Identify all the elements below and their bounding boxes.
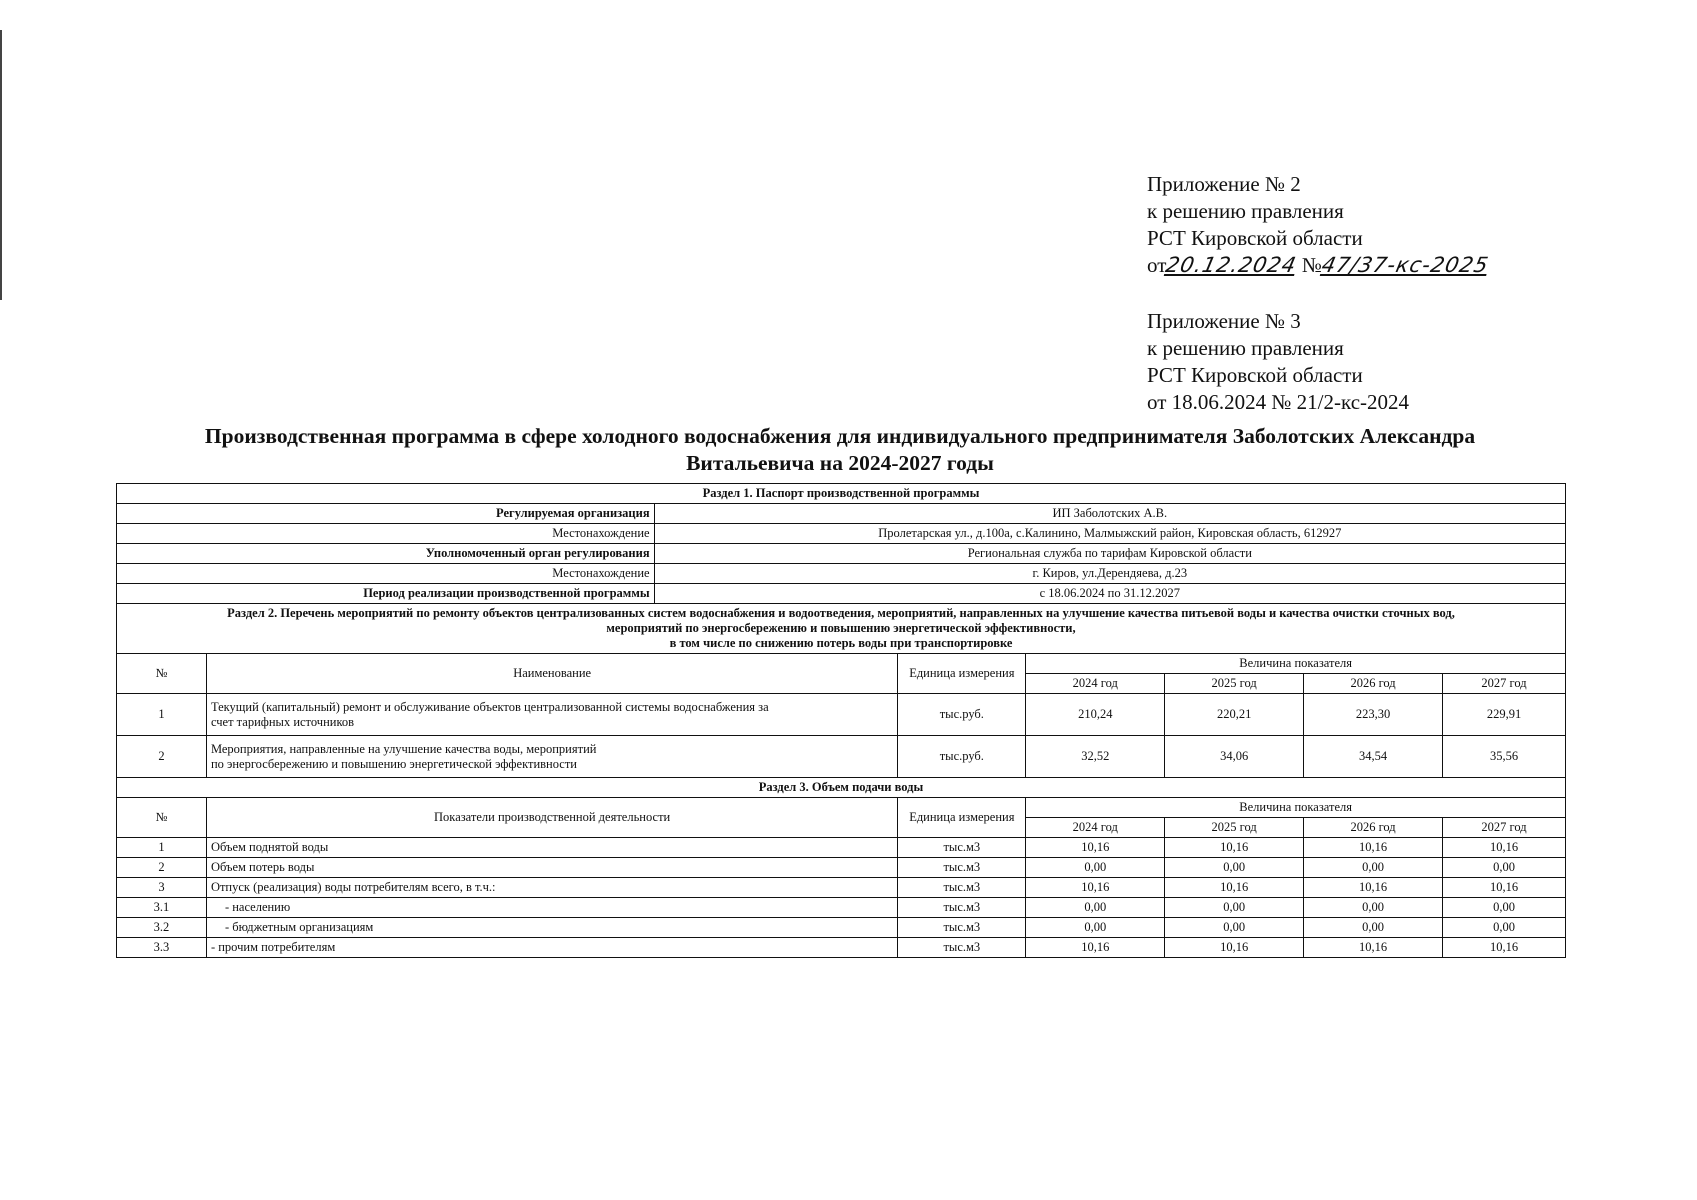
section-1-heading-row <box>117 484 1566 504</box>
measure-name-line-1: Мероприятия, направленные на улучшение качества воды, мероприятий <box>210 741 597 756</box>
unit-cell: тыс.м3 <box>898 838 1026 858</box>
row-number: 1 <box>117 838 207 858</box>
section-2-heading-row <box>117 604 1566 654</box>
indicator-name: Объем поднятой воды <box>206 838 897 858</box>
column-header-name: Наименование <box>206 654 897 694</box>
unit-cell: тыс.руб. <box>898 694 1026 736</box>
value-cell: 10,16 <box>1443 878 1566 898</box>
row-number: 3 <box>117 878 207 898</box>
year-header: 2026 год <box>1304 674 1443 694</box>
date-prefix: от <box>1147 253 1167 277</box>
value-cell: 220,21 <box>1165 694 1304 736</box>
document-title <box>110 423 1570 477</box>
section-3-heading: Раздел 3. Объем подачи воды <box>117 778 1566 798</box>
value-cell: 0,00 <box>1304 858 1443 878</box>
scan-edge-artifact <box>0 30 2 300</box>
indicator-name: - населению <box>206 898 897 918</box>
section-2-heading <box>117 604 1566 654</box>
value-cell: 10,16 <box>1026 838 1165 858</box>
value-cell: 32,52 <box>1026 736 1165 778</box>
section-2-heading-line-2: мероприятий по энергосбережению и повышению энергетической эффективности, <box>606 621 1076 635</box>
value-cell: 0,00 <box>1026 858 1165 878</box>
value-cell: 34,06 <box>1165 736 1304 778</box>
section-1-heading: Раздел 1. Паспорт производственной программы <box>117 484 1566 504</box>
value-cell: 10,16 <box>1165 838 1304 858</box>
unit-cell: тыс.м3 <box>898 878 1026 898</box>
row-number: 2 <box>117 736 207 778</box>
value-cell: 10,16 <box>1165 878 1304 898</box>
year-header: 2026 год <box>1304 818 1443 838</box>
value-cell: 0,00 <box>1165 858 1304 878</box>
year-header: 2025 год <box>1165 818 1304 838</box>
row-number: 3.2 <box>117 918 207 938</box>
column-header-indicator: Показатели производственной деятельности <box>206 798 897 838</box>
volume-row <box>117 858 1566 878</box>
passport-label: Местонахождение <box>117 524 655 544</box>
row-number: 3.1 <box>117 898 207 918</box>
value-cell: 10,16 <box>1026 878 1165 898</box>
passport-value: г. Киров, ул.Дерендяева, д.23 <box>654 564 1565 584</box>
volume-row <box>117 838 1566 858</box>
title-line-2: Витальевича на 2024-2027 годы <box>686 451 994 475</box>
value-cell: 0,00 <box>1443 858 1566 878</box>
appendix-date-line: от 18.06.2024 № 21/2-кс-2024 <box>1147 390 1410 414</box>
value-cell: 10,16 <box>1443 938 1566 958</box>
measure-name <box>206 736 897 778</box>
appendix-decision-line: к решению правления <box>1147 336 1344 360</box>
section-2-heading-line-1: Раздел 2. Перечень мероприятий по ремонту объектов централизованных систем водоснабжения и водоотведения, мероприятий, направленных на улучшение качества питьевой воды и качества очистки сточных вод, <box>227 606 1455 620</box>
appendix-authority-line: РСТ Кировской области <box>1147 226 1363 250</box>
handwritten-number: 47/37-кс-2025 <box>1319 253 1491 277</box>
passport-row <box>117 524 1566 544</box>
appendix-previous-header <box>1147 308 1409 416</box>
appendix-decision-line: к решению правления <box>1147 199 1344 223</box>
column-header-unit: Единица измерения <box>898 798 1026 838</box>
volume-row <box>117 918 1566 938</box>
value-cell: 10,16 <box>1304 878 1443 898</box>
passport-label: Уполномоченный орган регулирования <box>117 544 655 564</box>
value-cell: 0,00 <box>1165 898 1304 918</box>
value-cell: 0,00 <box>1026 918 1165 938</box>
indicator-name: - прочим потребителям <box>206 938 897 958</box>
year-header: 2027 год <box>1443 674 1566 694</box>
value-cell: 210,24 <box>1026 694 1165 736</box>
value-cell: 10,16 <box>1304 938 1443 958</box>
value-cell: 34,54 <box>1304 736 1443 778</box>
number-sign: № <box>1301 253 1322 277</box>
appendix-authority-line: РСТ Кировской области <box>1147 363 1363 387</box>
year-header: 2024 год <box>1026 818 1165 838</box>
volume-row <box>117 878 1566 898</box>
section-2-header-row <box>117 654 1566 674</box>
value-cell: 0,00 <box>1165 918 1304 938</box>
section-2-heading-line-3: в том числе по снижению потерь воды при транспортировке <box>669 636 1013 650</box>
appendix-date-line <box>1147 252 1491 279</box>
production-program-table <box>116 483 1566 958</box>
unit-cell: тыс.м3 <box>898 938 1026 958</box>
unit-cell: тыс.м3 <box>898 918 1026 938</box>
value-cell: 0,00 <box>1026 898 1165 918</box>
column-header-no: № <box>117 654 207 694</box>
year-header: 2024 год <box>1026 674 1165 694</box>
passport-row <box>117 544 1566 564</box>
value-cell: 0,00 <box>1304 918 1443 938</box>
passport-row <box>117 584 1566 604</box>
passport-value: ИП Заболотских А.В. <box>654 504 1565 524</box>
year-header: 2025 год <box>1165 674 1304 694</box>
volume-row <box>117 938 1566 958</box>
value-cell: 10,16 <box>1026 938 1165 958</box>
row-number: 3.3 <box>117 938 207 958</box>
title-line-1: Производственная программа в сфере холодного водоснабжения для индивидуального предпринимателя Заболотских Александра <box>204 424 1476 448</box>
unit-cell: тыс.м3 <box>898 858 1026 878</box>
value-cell: 229,91 <box>1443 694 1566 736</box>
value-cell: 0,00 <box>1443 898 1566 918</box>
measure-name-line-2: по энергосбережению и повышению энергетической эффективности <box>210 756 577 771</box>
volume-row <box>117 898 1566 918</box>
indicator-name: - бюджетным организациям <box>206 918 897 938</box>
indicator-name: Объем потерь воды <box>206 858 897 878</box>
row-number: 2 <box>117 858 207 878</box>
row-number: 1 <box>117 694 207 736</box>
section-3-header-row <box>117 798 1566 818</box>
value-cell: 10,16 <box>1304 838 1443 858</box>
measure-row <box>117 694 1566 736</box>
passport-label: Регулируемая организация <box>117 504 655 524</box>
column-header-unit: Единица измерения <box>898 654 1026 694</box>
measure-name <box>206 694 897 736</box>
appendix-title: Приложение № 2 <box>1147 172 1301 196</box>
column-header-no: № <box>117 798 207 838</box>
value-cell: 35,56 <box>1443 736 1566 778</box>
year-header: 2027 год <box>1443 818 1566 838</box>
value-cell: 223,30 <box>1304 694 1443 736</box>
measure-name-line-1: Текущий (капитальный) ремонт и обслуживание объектов централизованной системы водоснабжения за <box>210 699 769 714</box>
passport-value: Пролетарская ул., д.100а, с.Калинино, Малмыжский район, Кировская область, 612927 <box>654 524 1565 544</box>
measure-name-line-2: счет тарифных источников <box>210 714 355 729</box>
unit-cell: тыс.м3 <box>898 898 1026 918</box>
indicator-name: Отпуск (реализация) воды потребителям всего, в т.ч.: <box>206 878 897 898</box>
value-cell: 0,00 <box>1304 898 1443 918</box>
passport-label: Период реализации производственной программы <box>117 584 655 604</box>
column-header-value: Величина показателя <box>1026 654 1566 674</box>
appendix-title: Приложение № 3 <box>1147 309 1301 333</box>
value-cell: 10,16 <box>1443 838 1566 858</box>
appendix-current-header <box>1147 171 1491 279</box>
passport-label: Местонахождение <box>117 564 655 584</box>
value-cell: 0,00 <box>1443 918 1566 938</box>
column-header-value: Величина показателя <box>1026 798 1566 818</box>
section-3-heading-row <box>117 778 1566 798</box>
measure-row <box>117 736 1566 778</box>
passport-value: с 18.06.2024 по 31.12.2027 <box>654 584 1565 604</box>
passport-row <box>117 564 1566 584</box>
passport-value: Региональная служба по тарифам Кировской области <box>654 544 1565 564</box>
unit-cell: тыс.руб. <box>898 736 1026 778</box>
passport-row <box>117 504 1566 524</box>
value-cell: 10,16 <box>1165 938 1304 958</box>
handwritten-date: 20.12.2024 <box>1163 253 1300 277</box>
